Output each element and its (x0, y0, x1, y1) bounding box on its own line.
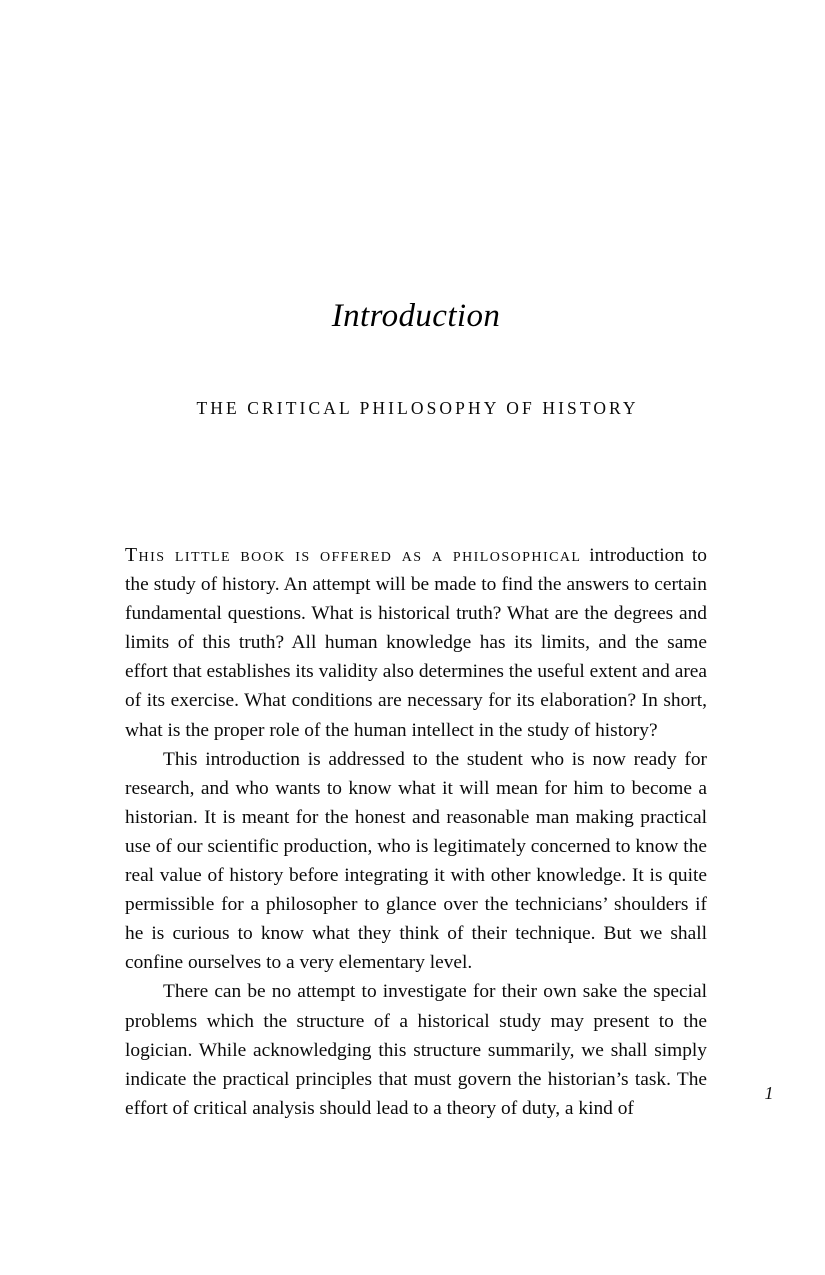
opening-small-caps-run: This little book is offered as a philosophical (125, 544, 582, 566)
page-title: Introduction (331, 298, 501, 334)
chapter-subtitle: THE CRITICAL PHILOSOPHY OF HISTORY (196, 398, 639, 418)
paragraph-3 (125, 977, 707, 1122)
paragraph-2 (125, 745, 707, 978)
body-text-block (125, 541, 707, 1123)
paragraph-1 (125, 541, 707, 745)
page-number: 1 (764, 1083, 774, 1103)
paragraph-1-text: introduction to the study of history. An attempt will be made to find the answers to certain fundamental questions. What is historical truth? What are the degrees and limits of this truth? All human knowledge has its limits, and the same effort that establishes its validity also determines the useful extent and area of its exercise. What conditions are necessary for its elaboration? In short, what is the proper role of the human intellect in the study of history? (125, 545, 707, 741)
paragraph-2-text: This introduction is addressed to the student who is now ready for research, and who wants to know what it will mean for him to become a historian. It is meant for the honest and reasonable man making practical use of our scientific production, who is legitimately concerned to know the real value of history before integrating it with other knowledge. It is quite permissible for a philosopher to glance over the technicians’ shoulders if he is curious to know what they think of their technique. But we shall confine ourselves to a very elementary level. (125, 748, 707, 974)
paragraph-3-text: There can be no attempt to investigate for their own sake the special problems which the structure of a historical study may present to the logician. While acknowledging this structure summarily, we shall simply indicate the practical principles that must govern the historian’s task. The effort of critical analysis should lead to a theory of duty, a kind of (125, 981, 707, 1119)
